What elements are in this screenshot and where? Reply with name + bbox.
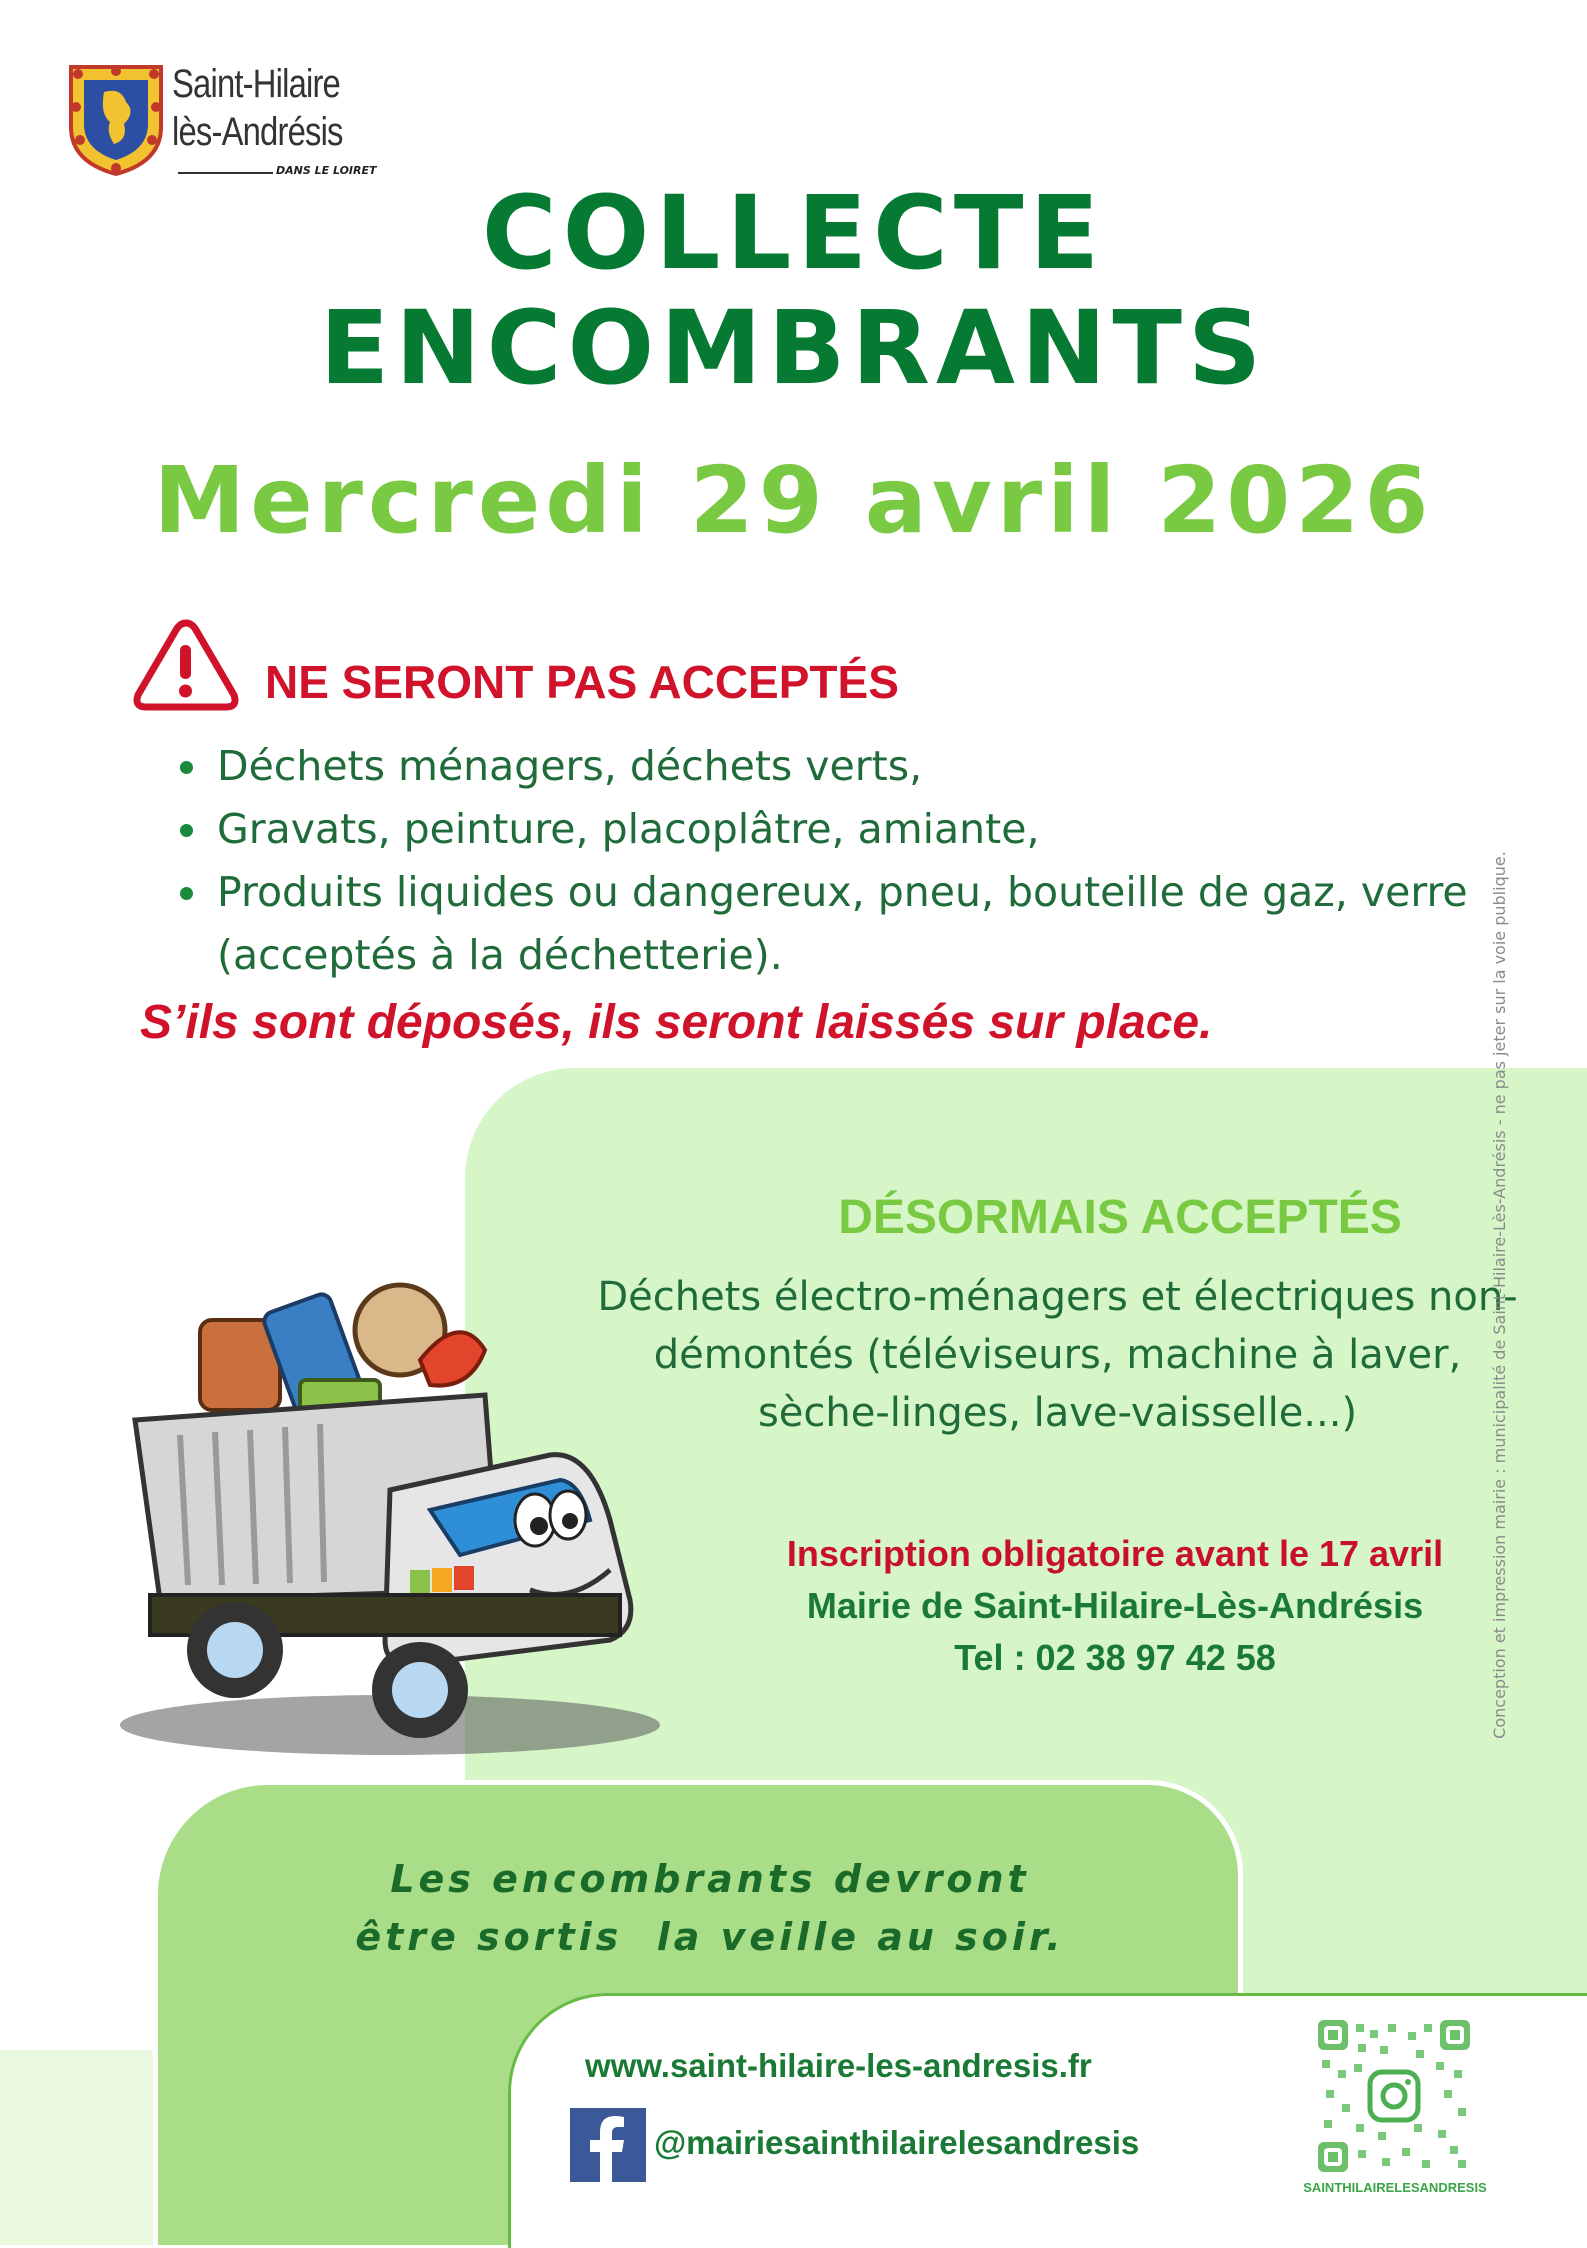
refused-item-text: Produits liquides ou dangereux, pneu, bouteille de gaz, verre (acceptés à la déchetterie).	[217, 868, 1468, 979]
refused-warning: S’ils sont déposés, ils seront laissés sur place.	[140, 996, 1213, 1049]
refused-item-text: Déchets ménagers, déchets verts,	[217, 742, 923, 790]
warning-icon	[130, 615, 242, 715]
accepted-description: Déchets électro-ménagers et électriques non-démontés (téléviseurs, machine à laver, sèche-linges, lave-vaisselle...)	[597, 1274, 1518, 1436]
print-credit: Conception et impression mairie : municipalité de Saint-Hilaire-Lès-Andrésis - ne pas jeter sur la voie publique.	[1490, 851, 1509, 1739]
coat-of-arms-icon	[66, 62, 166, 177]
list-item	[160, 861, 1490, 987]
refused-items-list	[160, 735, 1490, 987]
logo-line-2: lès-Andrésis	[172, 110, 343, 154]
logo-divider	[178, 172, 273, 174]
instagram-qr-code-icon[interactable]	[1318, 2020, 1470, 2172]
instagram-handle: SAINTHILAIRELESANDRESIS	[1303, 2180, 1487, 2195]
contact-place: Mairie de Saint-Hilaire-Lès-Andrésis	[806, 1585, 1424, 1626]
list-item	[160, 735, 1490, 798]
accepted-heading: DÉSORMAIS ACCEPTÉS	[838, 1191, 1402, 1244]
contact-phone: Tel : 02 38 97 42 58	[954, 1637, 1276, 1678]
logo-line-1: Saint-Hilaire	[172, 62, 340, 106]
collection-date: Mercredi 29 avril 2026	[153, 447, 1434, 554]
list-item	[160, 798, 1490, 861]
registration-notice: Inscription obligatoire avant le 17 avril	[786, 1533, 1444, 1574]
facebook-handle-link[interactable]: @mairiesainthilairelesandresis	[654, 2124, 1140, 2161]
town-logo	[66, 62, 386, 187]
bullet-icon	[180, 824, 193, 837]
refused-item-text: Gravats, peinture, placoplâtre, amiante,	[217, 805, 1040, 853]
logo-tagline: DANS LE LOIRET	[276, 164, 377, 177]
website-link[interactable]: www.saint-hilaire-les-andresis.fr	[585, 2047, 1092, 2084]
refused-heading: NE SERONT PAS ACCEPTÉS	[265, 656, 899, 708]
reminder-line-2: être sortis la veille au soir.	[355, 1915, 1065, 1959]
truck-illustration	[90, 1270, 690, 1770]
bullet-icon	[180, 761, 193, 774]
reminder-line-1: Les encombrants devront	[390, 1857, 1030, 1901]
bullet-icon	[180, 887, 193, 900]
page-title-line-1: COLLECTE	[481, 174, 1106, 293]
reminder-text	[260, 1850, 1160, 1966]
page-title-line-2: ENCOMBRANTS	[319, 289, 1268, 408]
facebook-icon	[570, 2108, 646, 2182]
